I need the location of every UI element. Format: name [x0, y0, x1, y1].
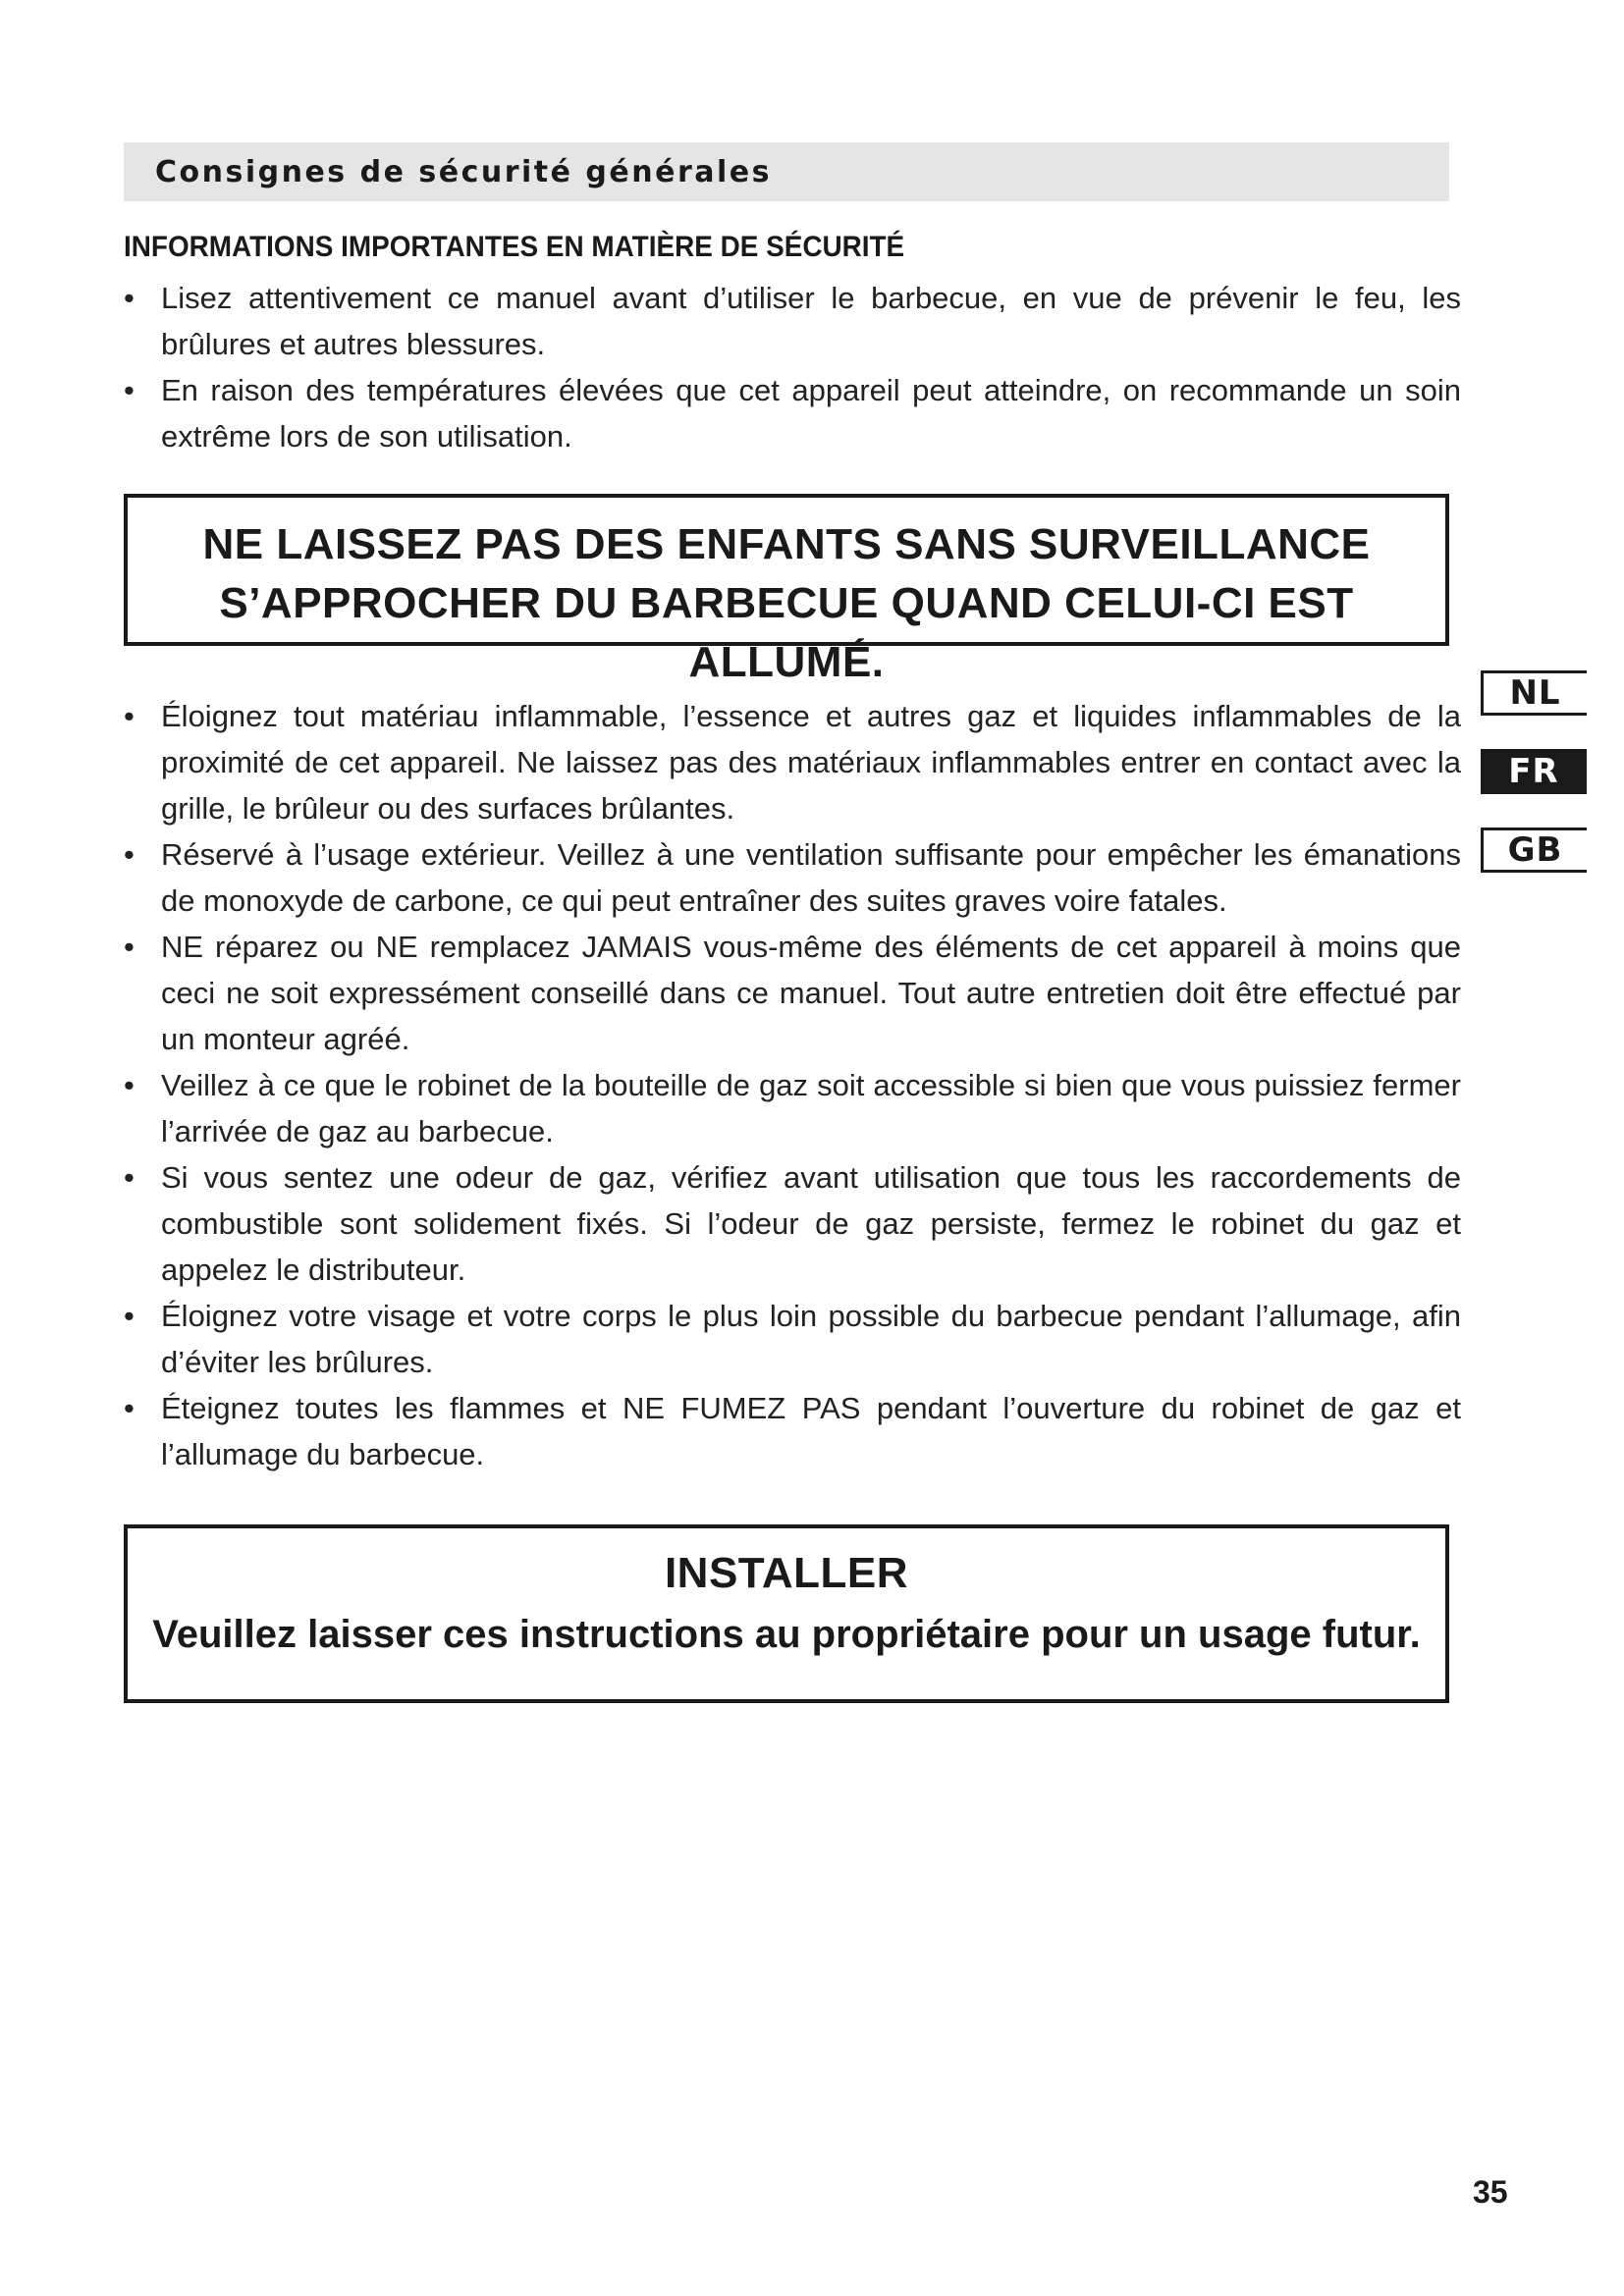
- list-item: [124, 1385, 1461, 1477]
- tab-language-nl[interactable]: NL: [1481, 670, 1587, 716]
- bullet-icon: •: [124, 930, 135, 964]
- list-item: [124, 1154, 1461, 1293]
- warning-line-1: NE LAISSEZ PAS DES ENFANTS SANS SURVEILLANCE: [202, 520, 1371, 568]
- tab-language-fr[interactable]: FR: [1481, 749, 1587, 794]
- bullet-icon: •: [124, 837, 135, 872]
- bullet-icon: •: [124, 699, 135, 733]
- list-item: [124, 1062, 1461, 1154]
- list-item-text: NE réparez ou NE remplacez JAMAIS vous-même des éléments de cet appareil à moins que ceci ne soit expressément conseillé dans ce manuel. Tout autre entretien doit être effectué par un monteur agréé.: [161, 930, 1461, 1056]
- bullet-icon: •: [124, 1068, 135, 1102]
- list-item: [124, 1293, 1461, 1385]
- tab-language-gb[interactable]: GB: [1481, 828, 1587, 873]
- language-tabs: [1481, 670, 1589, 906]
- list-item-text: Réservé à l’usage extérieur. Veillez à une ventilation suffisante pour empêcher les émanations de monoxyde de carbone, ce qui peut entraîner des suites graves voire fatales.: [161, 837, 1461, 918]
- section-header-title: Consignes de sécurité générales: [155, 154, 772, 189]
- bullet-icon: •: [124, 1299, 135, 1333]
- page-number: 35: [1473, 2174, 1508, 2210]
- list-item-text: Si vous sentez une odeur de gaz, vérifiez avant utilisation que tous les raccordements de combustible sont solidement fixés. Si l’odeur de gaz persiste, fermez le robinet du gaz et appelez le distributeur.: [161, 1160, 1461, 1287]
- safety-bullet-list: [124, 693, 1461, 1477]
- list-item: [124, 693, 1461, 831]
- children-warning-box: [124, 494, 1449, 686]
- section-header: [124, 142, 1449, 201]
- bullet-icon: •: [124, 1391, 135, 1425]
- installer-title: INSTALLER: [664, 1549, 909, 1597]
- list-item-text: Lisez attentivement ce manuel avant d’utiliser le barbecue, en vue de prévenir le feu, les brûlures et autres blessures.: [161, 281, 1461, 361]
- bullet-icon: •: [124, 373, 135, 407]
- list-item-text: Éloignez tout matériau inflammable, l’essence et autres gaz et liquides inflammables de la proximité de cet appareil. Ne laissez pas des matériaux inflammables entrer en contact avec la grille, le brûleur ou des surfaces brûlantes.: [161, 699, 1461, 826]
- installer-text: Veuillez laisser ces instructions au propriétaire pour un usage futur.: [152, 1613, 1421, 1656]
- installer-box: [124, 1524, 1449, 1703]
- list-item-text: Veillez à ce que le robinet de la bouteille de gaz soit accessible si bien que vous puissiez fermer l’arrivée de gaz au barbecue.: [161, 1068, 1461, 1148]
- list-item: [124, 924, 1461, 1062]
- list-item: [124, 367, 1461, 459]
- list-item-text: En raison des températures élevées que cet appareil peut atteindre, on recommande un soin extrême lors de son utilisation.: [161, 373, 1461, 454]
- list-item: [124, 275, 1461, 367]
- intro-bullet-list: [124, 275, 1461, 459]
- safety-subheading: INFORMATIONS IMPORTANTES EN MATIÈRE DE SÉCURITÉ: [124, 231, 905, 263]
- bullet-icon: •: [124, 281, 135, 315]
- bullet-icon: •: [124, 1160, 135, 1195]
- list-item-text: Éloignez votre visage et votre corps le plus loin possible du barbecue pendant l’allumage, afin d’éviter les brûlures.: [161, 1299, 1461, 1379]
- warning-line-2: S’APPROCHER DU BARBECUE QUAND CELUI-CI EST ALLUMÉ.: [219, 579, 1354, 686]
- list-item-text: Éteignez toutes les flammes et NE FUMEZ PAS pendant l’ouverture du robinet de gaz et l’allumage du barbecue.: [161, 1391, 1461, 1471]
- list-item: [124, 831, 1461, 924]
